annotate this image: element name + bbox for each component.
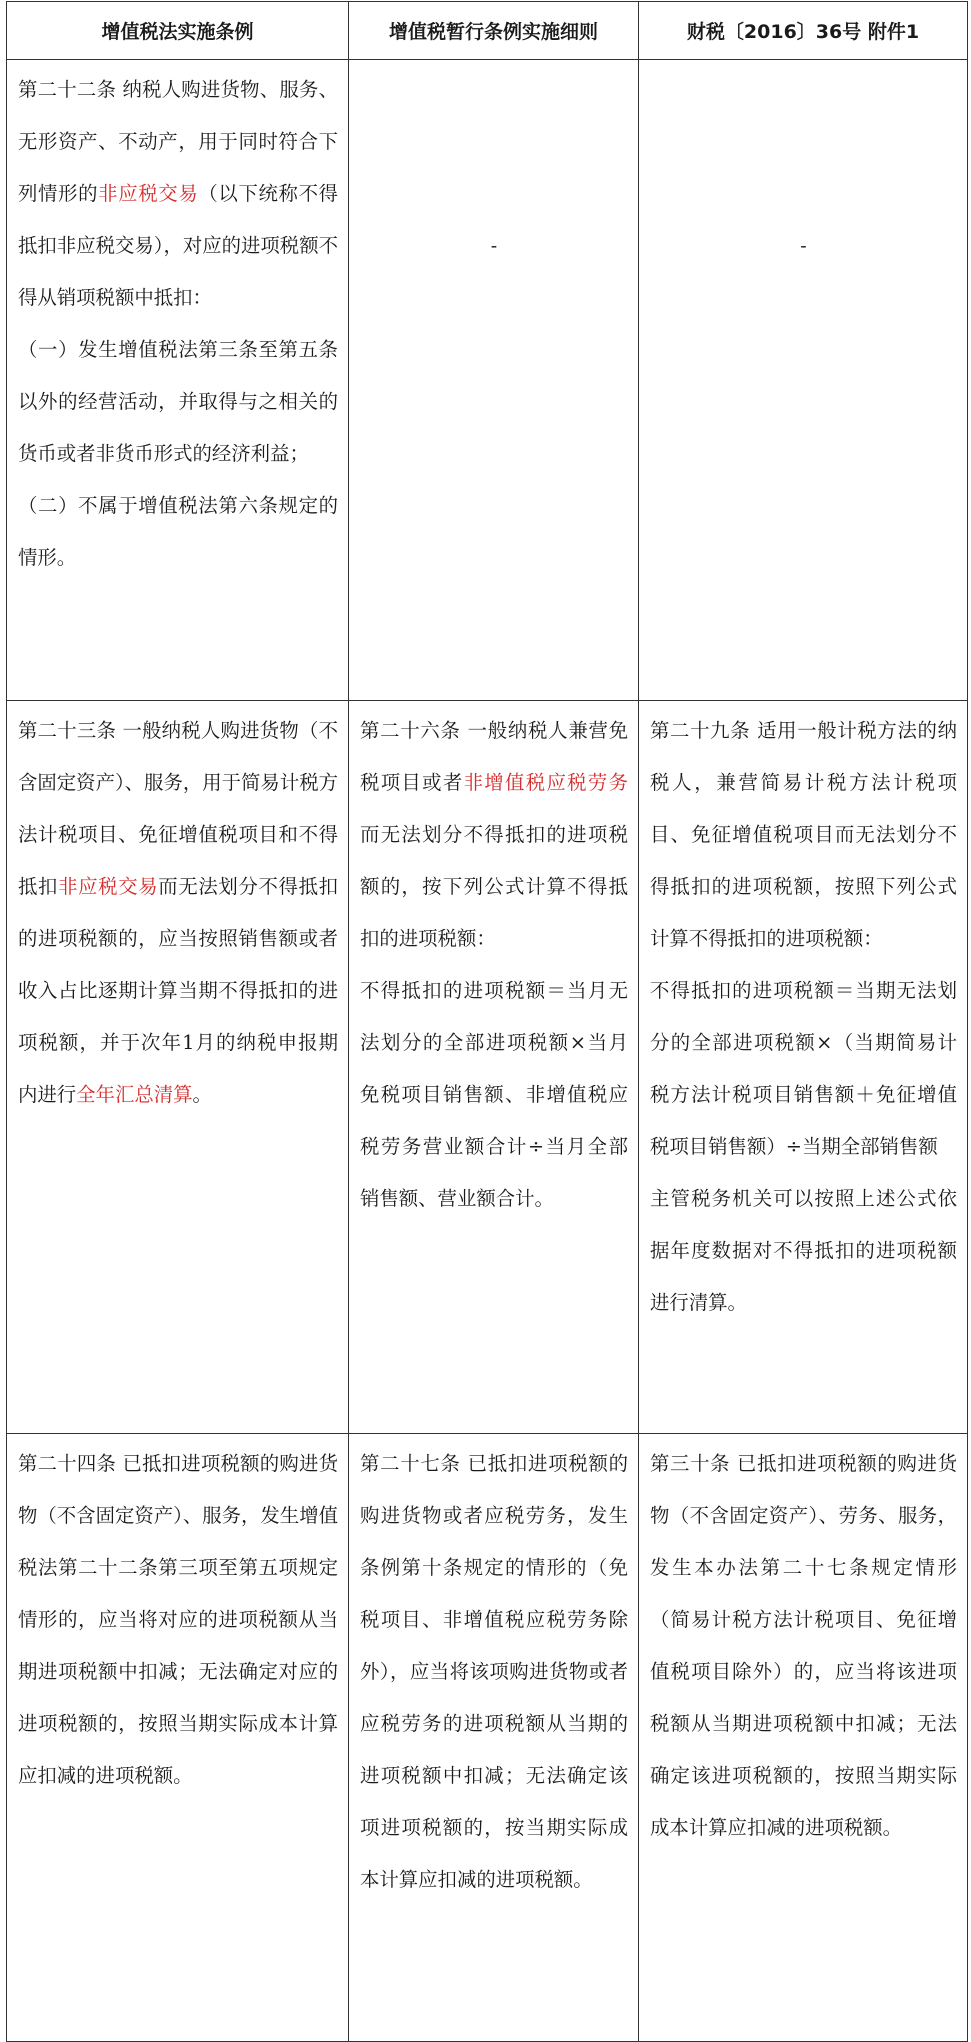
table-cell [7,1434,349,2042]
table-row [7,60,968,701]
empty-dash: - [800,235,807,257]
clause-paragraph: 主管税务机关可以按照上述公式依据年度数据对不得抵扣的进项税额进行清算。 [650,1187,957,1314]
clause-paragraph: 第二十六条 一般纳税人兼营免税项目或者非增值税应税劳务而无法划分不得抵扣的进项税额的，按下列公式计算不得抵扣的进项税额： [360,719,629,950]
highlighted-term: 非应税交易 [58,875,159,898]
clause-paragraph: 第三十条 已抵扣进项税额的购进货物（不含固定资产）、劳务、服务，发生本办法第二十七条规定情形（简易计税方法计税项目、免征增值税项目除外）的，应当将该进项税额从当期进项税额中扣减；无法确定该进项税额的，按照当期实际成本计算应扣减的进项税额。 [650,1452,957,1839]
formula-paragraph: 不得抵扣的进项税额＝当期无法划分的全部进项税额×（当期简易计税方法计税项目销售额＋免征增值税项目销售额）÷当期全部销售额 [650,979,957,1158]
clause-paragraph: 第二十七条 已抵扣进项税额的购进货物或者应税劳务，发生条例第十条规定的情形的（免税项目、非增值税应税劳务除外），应当将该项购进货物或者应税劳务的进项税额从当期的进项税额中扣减；无法确定该项进项税额的，按当期实际成本计算应扣减的进项税额。 [360,1452,628,1891]
formula-paragraph: 不得抵扣的进项税额＝当月无法划分的全部进项税额×当月免税项目销售额、非增值税应税劳务营业额合计÷当月全部销售额、营业额合计。 [360,979,628,1210]
clause-item: （二）不属于增值税法第六条规定的情形。 [18,494,338,569]
table-cell [7,60,349,701]
table-row [7,701,968,1434]
highlighted-term: 全年汇总清算 [76,1083,193,1106]
header-row [7,2,968,60]
table-cell [349,1434,639,2042]
clause-paragraph: 第二十二条 纳税人购进货物、服务、无形资产、不动产，用于同时符合下列情形的非应税交易（以下统称不得抵扣非应税交易），对应的进项税额不得从销项税额中抵扣： [18,78,339,309]
clause-paragraph: 第二十四条 已抵扣进项税额的购进货物（不含固定资产）、服务，发生增值税法第二十二条第三项至第五项规定情形的，应当将对应的进项税额从当期进项税额中扣减；无法确定对应的进项税额的，按照当期实际成本计算应扣减的进项税额。 [18,1452,338,1787]
clause-item: （一）发生增值税法第三条至第五条以外的经营活动，并取得与之相关的货币或者非货币形式的经济利益； [18,338,338,465]
clause-paragraph: 第二十三条 一般纳税人购进货物（不含固定资产）、服务，用于简易计税方法计税项目、免征增值税项目和不得抵扣非应税交易而无法划分不得抵扣的进项税额的，应当按照销售额或者收入占比逐期计算当期不得抵扣的进项税额，并于次年1月的纳税申报期内进行全年汇总清算。 [18,719,339,1106]
table-cell [349,60,639,701]
table-cell [639,1434,968,2042]
table-cell [639,701,968,1434]
highlighted-term: 非增值税应税劳务 [463,771,629,794]
table-cell [349,701,639,1434]
table-row [7,1434,968,2042]
comparison-table [6,1,968,2042]
highlighted-term: 非应税交易 [98,182,199,205]
table-cell [7,701,349,1434]
clause-paragraph: 第二十九条 适用一般计税方法的纳税人，兼营简易计税方法计税项目、免征增值税项目而无法划分不得抵扣的进项税额，按照下列公式计算不得抵扣的进项税额： [650,719,957,950]
header-cell-implementation-regulations: 增值税法实施条例 [7,2,349,60]
header-cell-caishui-2016-36: 财税〔2016〕36号 附件1 [639,2,968,60]
header-cell-detailed-rules: 增值税暂行条例实施细则 [349,2,639,60]
empty-dash: - [490,235,498,257]
table-cell [639,60,968,701]
